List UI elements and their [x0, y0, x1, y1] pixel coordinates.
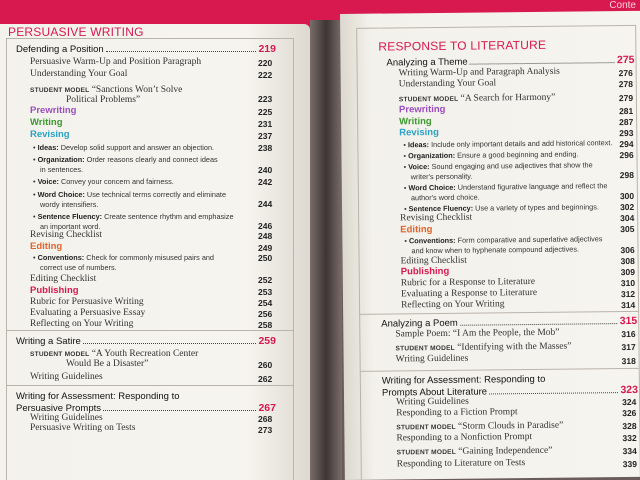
toc-page: 240 — [258, 165, 273, 175]
toc-page: 252 — [258, 275, 273, 285]
toc-page: 318 — [621, 355, 636, 367]
toc-revising[interactable]: Revising — [399, 126, 439, 139]
bullet-term: Organization: — [37, 155, 85, 164]
toc-page: 287 — [619, 116, 634, 128]
toc-page: 326 — [622, 407, 637, 419]
toc-bullet[interactable]: • Ideas: Include only important details and add historical context. — [403, 138, 613, 150]
toc-page: 237 — [258, 131, 273, 141]
toc-entry[interactable]: Evaluating a Persuasive Essay — [30, 308, 146, 318]
toc-page: 323 — [620, 383, 639, 397]
toc-page: 256 — [258, 309, 273, 319]
toc-page: 328 — [622, 420, 637, 432]
student-model-entry[interactable] — [395, 341, 571, 355]
toc-writing[interactable]: Writing — [30, 117, 63, 128]
bullet-term: Sentence Fluency: — [408, 203, 474, 214]
toc-page: 262 — [258, 374, 273, 384]
toc-entry: Would Be a Disaster” — [66, 359, 149, 369]
bullet-term: Ideas: — [407, 140, 430, 150]
toc-entry[interactable]: Responding to Literature on Tests — [396, 458, 526, 470]
toc-bullet[interactable]: • Voice: Sound engaging and use adjectives that show the — [403, 160, 593, 172]
toc-page: 305 — [620, 223, 635, 235]
toc-bullet[interactable]: • Organization: Ensure a good beginning and ending. — [403, 149, 579, 161]
section-divider — [6, 385, 293, 386]
bullet-text: Use a variety of types and beginnings. — [475, 202, 599, 213]
left-page — [0, 24, 310, 480]
left-section-title: PERSUASIVE WRITING — [8, 25, 144, 39]
toc-entry: “Gaining Independence” — [458, 445, 553, 457]
toc-entry[interactable]: Responding to a Nonfiction Prompt — [396, 432, 533, 444]
toc-entry[interactable]: Rubric for a Response to Literature — [400, 276, 536, 289]
toc-entry[interactable]: Reflecting on Your Writing — [401, 299, 505, 311]
toc-page: 258 — [258, 320, 273, 330]
bullet-text: Check for commonly misused pairs and — [86, 253, 214, 262]
toc-page: 250 — [258, 253, 273, 263]
toc-page: 220 — [258, 58, 273, 68]
toc-page: 267 — [258, 402, 276, 414]
right-page — [340, 11, 640, 480]
bullet-text: Understand figurative language and reflect the — [457, 181, 608, 192]
toc-entry[interactable]: Responding to a Fiction Prompt — [396, 407, 518, 419]
toc-bullet[interactable]: • Voice: Convey your concern and fairness. — [33, 177, 174, 186]
toc-page: 223 — [258, 94, 273, 104]
corner-text: Conte — [609, 0, 636, 11]
toc-page: 273 — [258, 425, 273, 435]
bullet-term: Organization: — [408, 150, 456, 161]
toc-page: 225 — [258, 107, 273, 117]
toc-entry[interactable]: Editing Checklist — [400, 255, 467, 267]
toc-editing[interactable]: Editing — [30, 241, 63, 252]
bullet-text: an important word. — [40, 222, 101, 231]
toc-entry[interactable]: Writing Guidelines — [30, 372, 103, 382]
toc-bullet[interactable]: • Conventions: Check for commonly misused pairs and — [33, 253, 214, 262]
toc-entry: “Storm Clouds in Paradise” — [457, 420, 564, 432]
toc-page: 317 — [621, 341, 636, 353]
bullet-text: Develop solid support and answer an objection. — [60, 143, 215, 152]
toc-entry[interactable]: Revising Checklist — [30, 230, 103, 240]
toc-entry[interactable]: Evaluating a Response to Literature — [400, 287, 538, 300]
toc-page: 249 — [258, 243, 273, 253]
toc-label: Analyzing a Theme — [386, 56, 468, 69]
toc-entry[interactable]: Understanding Your Goal — [30, 69, 128, 79]
toc-page: 281 — [618, 105, 634, 117]
bullet-term: Word Choice: — [37, 190, 85, 199]
bullet-text: Convey your concern and fairness. — [60, 177, 174, 186]
toc-bullet[interactable]: • Word Choice: Use technical terms correctly and eliminate — [33, 190, 227, 199]
toc-bullet[interactable]: • Sentence Fluency: Use a variety of types and beginnings. — [403, 202, 599, 214]
bullet-text: Ensure a good beginning and ending. — [457, 149, 579, 160]
student-model-tag: STUDENT MODEL — [396, 448, 457, 457]
student-model-tag: STUDENT MODEL — [395, 344, 455, 353]
toc-entry[interactable]: Revising Checklist — [400, 212, 473, 224]
toc-page: 238 — [258, 143, 273, 153]
toc-entry[interactable]: Persuasive Writing on Tests — [30, 423, 136, 433]
toc-page: 246 — [258, 221, 273, 231]
toc-bullet[interactable]: • Organization: Order reasons clearly and connect ideas — [33, 155, 218, 164]
bullet-text: Create sentence rhythm and emphasize — [104, 212, 234, 221]
bullet-text: writer's personality. — [410, 171, 473, 182]
student-model-tag: STUDENT MODEL — [396, 423, 456, 432]
toc-page: 302 — [619, 201, 635, 213]
toc-bullet[interactable]: • Word Choice: Understand figurative language and reflect the — [403, 181, 608, 193]
toc-page: 300 — [619, 190, 635, 202]
toc-entry: Political Problems” — [66, 95, 141, 105]
toc-page: 276 — [618, 67, 633, 79]
toc-entry[interactable]: Writing Guidelines — [396, 396, 469, 408]
toc-entry[interactable]: Writing Guidelines — [30, 413, 103, 423]
bullet-term: Ideas: — [37, 143, 59, 152]
bullet-term: Sentence Fluency: — [37, 212, 103, 221]
right-section-title: RESPONSE TO LITERATURE — [378, 37, 547, 54]
bullet-text: Include only important details and add historical context. — [431, 138, 613, 150]
toc-label: Prompts About Literature — [381, 386, 488, 399]
toc-page: 242 — [258, 177, 273, 187]
toc-defending[interactable] — [16, 43, 276, 55]
toc-entry[interactable]: Sample Poem: “I Am the People, the Mob” — [395, 327, 560, 340]
toc-page: 253 — [258, 287, 273, 297]
toc-page: 310 — [620, 277, 636, 289]
toc-page: 334 — [622, 445, 637, 457]
toc-page: 314 — [621, 299, 636, 311]
toc-page: 309 — [620, 266, 635, 278]
toc-page: 275 — [616, 53, 635, 67]
section-divider — [6, 330, 293, 331]
bullet-term: Voice: — [37, 177, 59, 186]
toc-prewriting[interactable]: Prewriting — [398, 103, 446, 116]
bullet-text: author's word choice. — [410, 192, 480, 203]
toc-satire[interactable] — [16, 335, 276, 347]
toc-label: Persuasive Prompts — [16, 403, 102, 414]
bullet-text: in sentences. — [40, 165, 83, 174]
toc-entry[interactable]: Reflecting on Your Writing — [30, 319, 134, 329]
toc-page: 268 — [258, 414, 273, 424]
toc-page: 315 — [619, 314, 638, 328]
bullet-text: correct use of numbers. — [40, 263, 117, 272]
toc-bullet[interactable]: • Ideas: Develop solid support and answer an objection. — [33, 143, 215, 152]
toc-page: 339 — [622, 458, 637, 470]
toc-page: 312 — [620, 288, 636, 300]
student-model-entry[interactable] — [396, 420, 563, 434]
toc-assessment[interactable]: Writing for Assessment: Responding to — [16, 391, 180, 402]
toc-entry[interactable]: Writing Guidelines — [395, 353, 469, 365]
toc-page: 260 — [258, 360, 273, 370]
student-model-tag: STUDENT MODEL — [398, 95, 459, 104]
student-model-entry[interactable] — [397, 445, 553, 459]
toc-label: Analyzing a Poem — [381, 317, 458, 330]
toc-label: Writing a Satire — [16, 336, 81, 347]
toc-entry[interactable]: Rubric for Persuasive Writing — [30, 297, 144, 307]
bullet-text: and know when to hyphenate compound adjectives. — [411, 244, 580, 256]
toc-page: 222 — [258, 70, 273, 80]
toc-entry: “Identifying with the Masses” — [457, 341, 572, 353]
bullet-text: Form comparative and superlative adjectives — [457, 234, 603, 245]
student-model-tag: STUDENT MODEL — [30, 87, 90, 94]
toc-writing[interactable]: Writing — [399, 116, 432, 128]
book-gutter — [310, 20, 342, 480]
toc-page: 308 — [620, 255, 635, 267]
toc-page: 278 — [618, 78, 633, 90]
toc-entry: “Sanctions Won’t Solve — [91, 85, 183, 95]
toc-page: 219 — [258, 43, 276, 55]
toc-editing[interactable]: Editing — [400, 224, 433, 236]
toc-entry[interactable]: Understanding Your Goal — [398, 78, 497, 90]
toc-page: 293 — [619, 127, 634, 139]
toc-entry[interactable]: Writing Warm-Up and Paragraph Analysis — [398, 66, 560, 79]
toc-page: 304 — [620, 212, 635, 224]
bullet-term: Word Choice: — [408, 182, 456, 193]
toc-entry[interactable]: Persuasive Warm-Up and Position Paragraph — [30, 57, 202, 67]
toc-page: 244 — [258, 199, 273, 209]
bullet-term: Voice: — [408, 162, 430, 172]
toc-bullet[interactable]: • Conventions: Form comparative and superlative adjectives — [404, 234, 603, 246]
toc-page: 296 — [619, 149, 634, 161]
toc-revising[interactable]: Revising — [30, 129, 70, 140]
toc-assessment[interactable]: Writing for Assessment: Responding to — [381, 373, 546, 387]
toc-page: 324 — [622, 396, 637, 408]
bullet-text: Order reasons clearly and connect ideas — [86, 155, 218, 164]
toc-page: 306 — [620, 244, 635, 256]
bullet-text: Use technical terms correctly and eliminate — [86, 190, 227, 199]
toc-page: 231 — [258, 119, 273, 129]
toc-entry[interactable]: Editing Checklist — [30, 274, 97, 284]
bullet-term: Conventions: — [408, 235, 456, 246]
toc-page: 332 — [622, 432, 637, 444]
toc-page: 254 — [258, 298, 273, 308]
toc-page: 294 — [619, 138, 634, 150]
toc-label: Defending a Position — [16, 44, 104, 55]
student-model-tag: STUDENT MODEL — [30, 351, 90, 358]
toc-page: 259 — [258, 335, 276, 347]
toc-page: 279 — [618, 92, 634, 104]
toc-page: 298 — [619, 169, 634, 181]
toc-publishing[interactable]: Publishing — [30, 285, 79, 296]
toc-page: 316 — [621, 328, 636, 340]
toc-prewriting[interactable]: Prewriting — [30, 105, 77, 116]
bullet-text: Sound engaging and use adjectives that show the — [431, 160, 593, 172]
bullet-text: wordy intensifiers. — [40, 200, 99, 209]
toc-page: 248 — [258, 231, 273, 241]
toc-bullet[interactable]: • Sentence Fluency: Create sentence rhythm and emphasize — [33, 212, 234, 221]
bullet-term: Conventions: — [37, 253, 85, 262]
toc-publishing[interactable]: Publishing — [400, 265, 450, 278]
toc-entry: “A Youth Recreation Center — [91, 349, 199, 359]
toc-entry: “A Search for Harmony” — [460, 92, 556, 104]
